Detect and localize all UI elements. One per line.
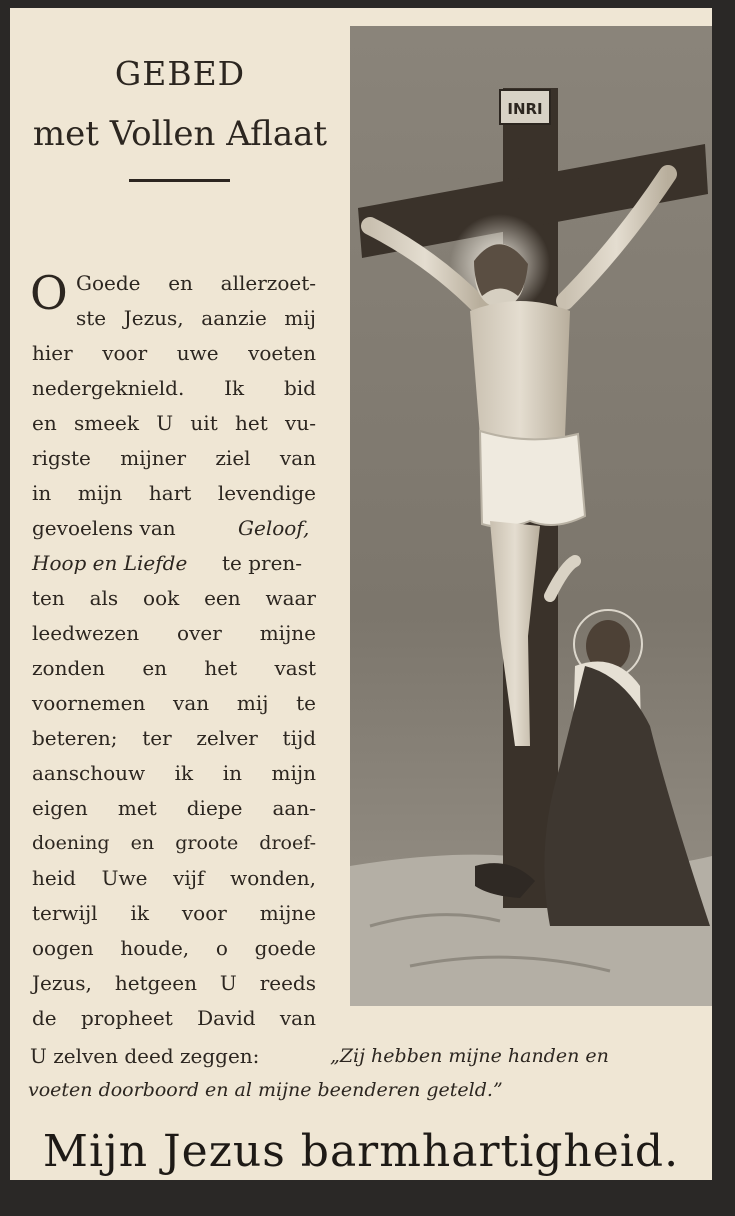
quote-line-2: voeten doorboord en al mijne beenderen geteld.”: [28, 1079, 503, 1101]
prayer-line: U zelven deed zeggen:: [30, 1044, 260, 1068]
prayer-line: doening en groote droef-: [32, 832, 316, 854]
quote-line-1: „Zij hebben mijne handen en: [330, 1045, 609, 1067]
prayer-line: Goede en allerzoet-: [76, 271, 316, 295]
prayer-line: terwijl ik voor mijne: [32, 901, 316, 925]
card-title: GEBED: [114, 54, 246, 93]
prayer-line: en smeek U uit het vu-: [32, 411, 316, 435]
prayer-line: eigen met diepe aan-: [32, 796, 316, 820]
prayer-card: [10, 8, 712, 1180]
prayer-line: oogen houde, o goede: [32, 936, 316, 960]
prayer-line: de propheet David van: [32, 1006, 316, 1030]
prayer-line: heid Uwe vijf wonden,: [32, 866, 316, 890]
italic-geloof: Geloof,: [238, 516, 310, 540]
prayer-line: ste Jezus, aanzie mij: [76, 306, 316, 330]
prayer-line: in mijn hart levendige: [32, 481, 316, 505]
italic-hoop-liefde: Hoop en Liefde: [32, 551, 188, 575]
prayer-line: zonden en het vast: [32, 656, 316, 680]
prayer-line: te pren-: [222, 551, 303, 575]
prayer-line: ten als ook een waar: [32, 586, 316, 610]
crucifixion-illustration: [350, 26, 712, 1006]
prayer-line: voornemen van mij te: [32, 691, 316, 715]
prayer-line: nedergeknield. Ik bid: [32, 376, 316, 400]
christ-torso: [470, 301, 570, 444]
prayer-line: leedwezen over mijne: [32, 621, 316, 645]
prayer-line: beteren; ter zelver tijd: [32, 726, 316, 750]
card-subtitle: met Vollen Aflaat: [32, 114, 328, 154]
prayer-line: gevoelens van: [32, 516, 176, 540]
inri-text: INRI: [507, 100, 543, 118]
prayer-line: aanschouw ik in mijn: [32, 761, 316, 785]
prayer-line: Jezus, hetgeen U reeds: [32, 971, 316, 995]
closing-invocation: Mijn Jezus barmhartigheid.: [42, 1126, 680, 1177]
prayer-line: rigste mijner ziel van: [32, 446, 316, 470]
prayer-line: hier voor uwe voeten: [32, 341, 316, 365]
title-divider: [129, 179, 230, 182]
loincloth: [480, 431, 585, 527]
bottom-border: [0, 1186, 735, 1216]
drop-cap: O: [30, 266, 68, 320]
